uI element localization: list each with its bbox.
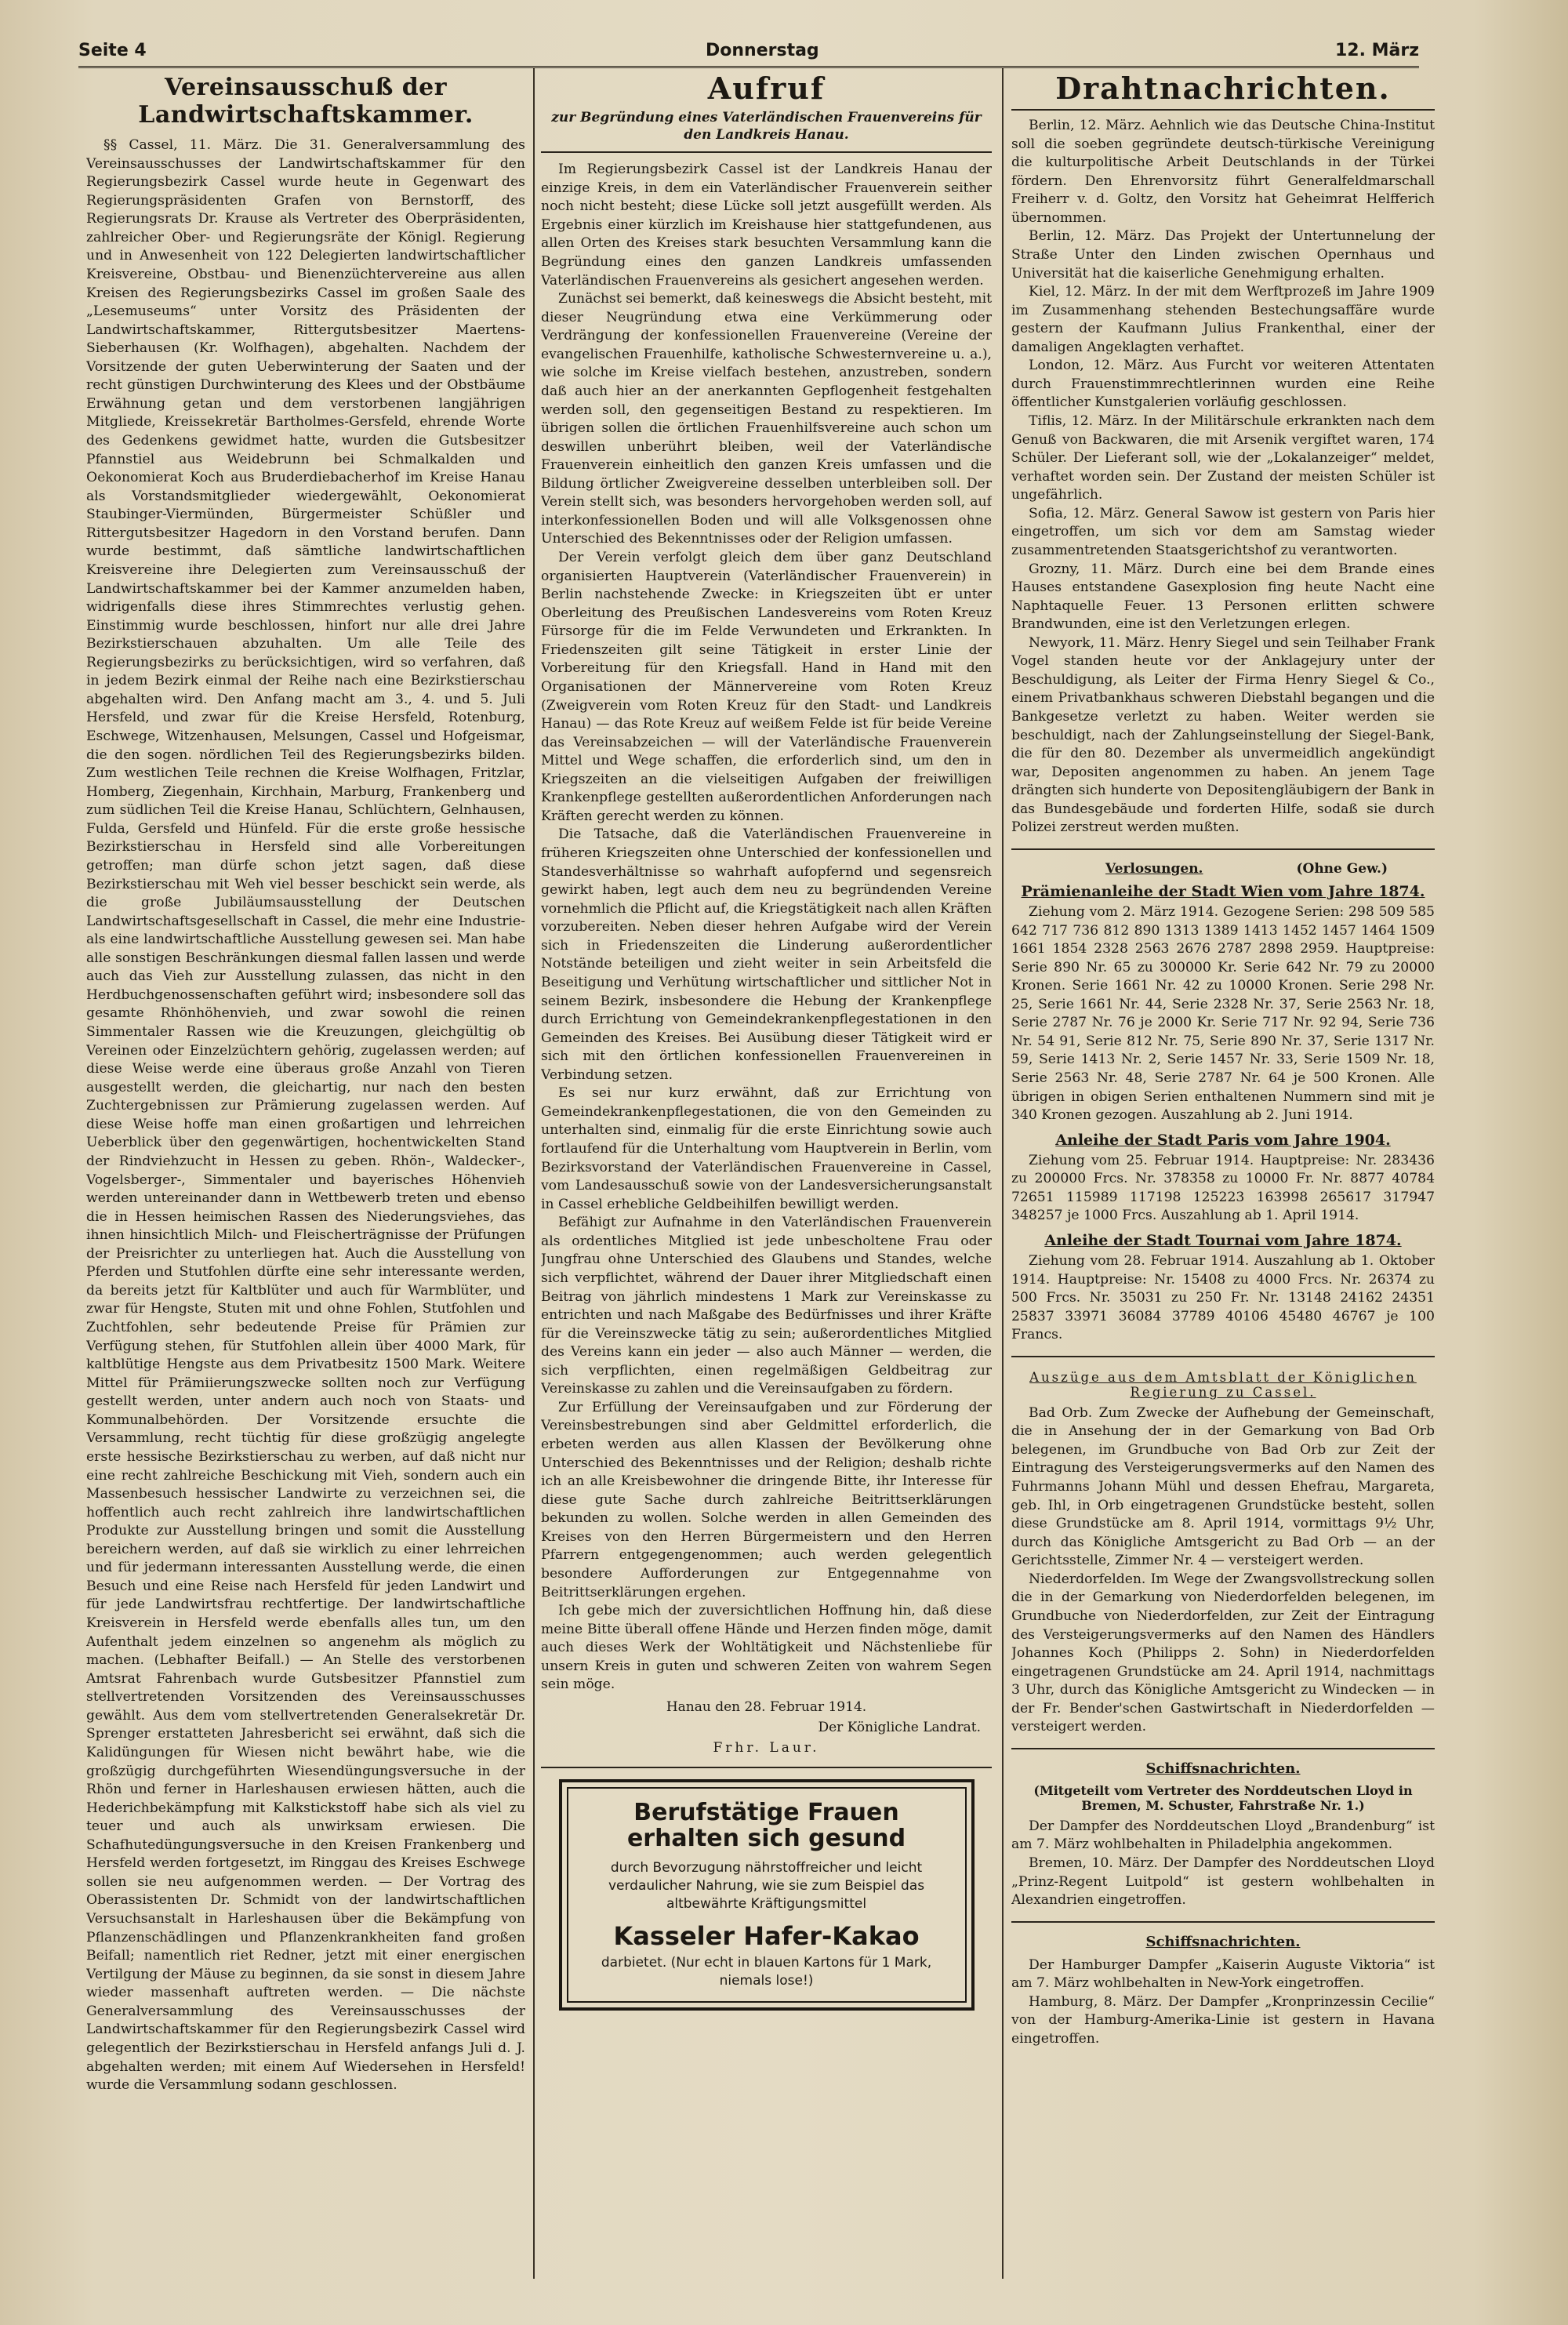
divider	[1011, 848, 1435, 850]
divider	[541, 1767, 992, 1768]
news-item: Berlin, 12. März. Das Projekt der Untertunnelung der Straße Unter den Linden zwischen Opernhaus und Universität hat die kaiserliche Genehmigung erhalten.	[1011, 228, 1435, 282]
shipping-item: Der Dampfer des Norddeutschen Lloyd „Brandenburg“ ist am 7. März wohlbehalten in Philadelphia angekommen.	[1011, 1818, 1435, 1853]
shipping-title: Schiffsnachrichten.	[1145, 1760, 1301, 1777]
lottery-text: Ziehung vom 28. Februar 1914. Auszahlung ab 1. Oktober 1914. Hauptpreise: Nr. 15408 zu 4000 Frcs. Nr. 26374 zu 500 Frcs. Nr. 35031 zu 250 Fr. Nr. 13148 24162 24351 25837 33971 36084 37789 40106 45480 46767 je 100 Francs.	[1011, 1252, 1435, 1343]
page-number: Seite 4	[78, 41, 147, 60]
appeal-paragraph: Ich gebe mich der zuversichtlichen Hoffnung hin, daß diese meine Bitte überall offene Hände und Herzen finden möge, damit auch dieses Werk der Wohltätigkeit und Nächstenliebe für unsern Kreis in guten und schweren Zeiten von wahrem Segen sein möge.	[541, 1603, 992, 1693]
lottery-header	[1105, 861, 1388, 877]
column-appeal	[541, 67, 992, 2302]
lottery-note: (Ohne Gew.)	[1296, 860, 1388, 877]
news-item: Berlin, 12. März. Aehnlich wie das Deutsche China-Institut soll die soeben gegründete deutsch-türkische Vereinigung die kulturpolitische Arbeit Deutschlands in der Türkei fördern. Den Ehrenvorsitz führt Generalfeldmarschall Freiherr v. d. Goltz, den Vorsitz hat Geheimrat Helfferich übernommen.	[1011, 118, 1435, 226]
column-news	[1011, 67, 1435, 2310]
appeal-paragraph: Es sei nur kurz erwähnt, daß zur Errichtung von Gemeindekrankenpflegestationen, die von den Gemeinden zu unterhalten sind, einmalig für die erste Einrichtung sowie auch fortlaufend für die Unterhaltung vom Hauptverein in Berlin, vom Bezirksvorstand der Vaterländischen Frauenvereine in Cassel, vom Landesausschuß sowie von der Landesversicherungsanstalt in Cassel erhebliche Geldbeihilfen bewilligt werden.	[541, 1085, 992, 1212]
ad-frame	[567, 1787, 967, 2003]
lottery-section-title: Verlosungen.	[1105, 860, 1203, 877]
shipping-title: Schiffsnachrichten.	[1145, 1933, 1301, 1950]
news-item: London, 12. März. Aus Furcht vor weiteren Attentaten durch Frauenstimmrechtlerinnen wurden eine Reihe öffentlicher Kunstgalerien vorläufig geschlossen.	[1011, 358, 1435, 411]
appeal-paragraph: Im Regierungsbezirk Cassel ist der Landkreis Hanau der einzige Kreis, in dem ein Vaterländischer Frauenverein seither noch nicht besteht; diese Lücke soll jetzt ausgefüllt werden. Als Ergebnis einer kürzlich im Kreishause hier stattgefundenen, aus allen Orten des Kreises stark besuchten Versammlung kann die Begründung eines den ganzen Landkreis umfassenden Vaterländischen Frauenvereins als gesichert angesehen werden.	[541, 162, 992, 289]
appeal-title: Aufruf	[707, 71, 826, 106]
article-paragraph: §§ Cassel, 11. März. Die 31. Generalversammlung des Vereinsausschusses der Landwirtschaftskammer für den Regierungsbezirk Cassel wurde heute in Gegenwart des Regierungspräsidenten Grafen von Bernstorff, des Regierungsrats Dr. Krause als Vertreter des Oberpräsidenten, zahlreicher Ober- und Regierungsräte der Königl. Regierung und in Anwesenheit von 122 Delegierten landwirtschaftlicher Kreisvereine, Obstbau- und Bienenzüchtervereine aus allen Kreisen des Regierungsbezirks Cassel im großen Saale des „Lesemuseums“ unter Vorsitz des Präsidenten der Landwirtschaftskammer, Rittergutsbesitzer Maertens-Sieberhausen (Kr. Wolfhagen), abgehalten. Nachdem der Vorsitzende der guten Ueberwinterung der Saaten und der recht günstigen Durchwinterung des Klees und der Obstbäume Erwähnung getan und dem verstorbenen langjährigen Mitgliede, Kreissekretär Bartholmes-Gersfeld, ehrende Worte des Gedenkens gewidmet hatte, wurden die Gutsbesitzer Pfannstiel aus Weidebrunn bei Schmalkalden und Oekonomierat Koch aus Bruderdiebacherhof im Kreise Hanau als Vorstandsmitglieder wiedergewählt, Oekonomierat Staubinger-Viermünden, Bürgermeister Schüßler und Rittergutsbesitzer Hagedorn in den Vorstand berufen. Dann wurde bestimmt, daß sämtliche landwirtschaftlichen Kreisvereine ihre Delegierten zum Vereinsausschuß der Landwirtschaftskammer bei der Kammer anzumelden haben, widrigenfalls diese ihres Stimmrechtes verlustig gehen. Einstimmig wurde beschlossen, hinfort nur alle drei Jahre Bezirkstierschauen abzuhalten. Um alle Teile des Regierungsbezirks zu berücksichtigen, wird so verfahren, daß in jedem Bezirk einmal der Reihe nach eine Bezirkstierschau abgehalten wird. Den Anfang macht am 3., 4. und 5. Juli Hersfeld, und zwar für die Kreise Hersfeld, Rotenburg, Eschwege, Witzenhausen, Melsungen, Cassel und Hofgeismar, die den sogen. nördlichen Teil des Regierungsbezirks bilden. Zum westlichen Teile rechnen die Kreise Wolfhagen, Fritzlar, Homberg, Ziegenhain, Kirchhain, Marburg, Frankenberg und zum südlichen Teil die Kreise Hanau, Schlüchtern, Gelnhausen, Fulda, Gersfeld und Hünfeld. Für die erste große hessische Bezirkstierschau in Hersfeld sind alle Vorbereitungen getroffen; man dürfe schon jetzt sagen, daß diese Bezirkstierschau mit Weh viel besser beschickt sein werde, als die große Jubiläumsausstellung der Deutschen Landwirtschaftsgesellschaft in Cassel, die mehr eine Industrie- als eine landwirtschaftliche Ausstellung gewesen sei. Man habe alle sonstigen Beschränkungen diesmal fallen lassen und werde auch das Vieh zur Ausstellung zulassen, das nicht in den Herdbuchgenossenschaften geführt wird; insbesondere soll das gesamte Rhönhöhenvieh, und zwar sowohl die reinen Simmentaler Rassen wie die Kreuzungen, gleichgültig ob Vereinen oder Einzelzüchtern gehörig, zugelassen werden; auf diese Weise werde eine überaus große Anzahl von Tieren ausgestellt werden, die gleichartig, nur nach den besten Zuchtergebnissen zur Prämierung zugelassen werden. Auf diese Weise hoffe man einen großartigen und lehrreichen Ueberblick über den gegenwärtigen, hochentwickelten Stand der Rindviehzucht in Hessen zu geben. Rhön-, Waldecker-, Vogelsberger-, Simmentaler und bayerisches Höhenvieh werden untereinander dann in Wettbewerb treten und ebenso die in Hessen heimischen Rassen des Niederungsviehes, das ihnen hinsichtlich Milch- und Fleischerträgnisse der Prüfungen der Preisrichter zu unterliegen hat. Auch die Ausstellung von Pferden und Stutfohlen dürfte eine sehr interessante werden, da bereits jetzt für Kaltblüter und auch für Warmblüter, und zwar für Hengste, Stuten mit und ohne Fohlen, Stutfohlen und Zuchtfohlen, sehr bedeutende Preise für Prämien zur Verfügung stehen, für Stutfohlen allein über 4000 Mark, für kaltblütige Hengste aus dem Privatbesitz 1500 Mark. Weitere Mittel für Prämiierungszwecke sollten noch zur Verfügung gestellt werden, unter andern auch noch von Staats- und Kommunalbehörden. Der Vorsitzende ersuchte die Versammlung, recht tüchtig für diese großzügig angelegte erste hessische Bezirkstierschau zu werben, auf daß nicht nur eine recht zahlreiche Beschickung mit Vieh, sondern auch ein Massenbesuch hessischer Landwirte zu verzeichnen sei, die hoffentlich auch recht zahlreich ihre landwirtschaftlichen Produkte zur Ausstellung bringen und somit die Ausstellung bereichern werden, auf daß sie wirklich zu einer lehrreichen und für jedermann interessanten Ausstellung werde, die einen Besuch und eine Reise nach Hersfeld für jeden Landwirt und für jede Landwirtsfrau rechtfertige. Der landwirtschaftliche Kreisverein in Hersfeld werde ebenfalls alles tun, um den Aufenthalt jedem einzelnen so angenehm als möglich zu machen. (Lebhafter Beifall.) — An Stelle des verstorbenen Amtsrat Fahrenbach wurde Gutsbesitzer Pfannstiel zum stellvertretenden Vorsitzenden des Vereinsausschusses gewählt. Aus dem vom stellvertretenden Generalsekretär Dr. Sprenger erstatteten Jahresbericht sei erwähnt, daß sich die Kalidüngungen für Wiesen nicht bewährt habe, wie die großzügig durchgeführten Wiesendüngungsversuche in der Rhön und ferner in Harleshausen erwiesen hätten, auch die Hederichbekämpfung mit Kalkstickstoff habe sich als viel zu teuer und auch als unwirksam erwiesen. Die Schafhutedüngungsversuche in den Kreisen Frankenberg und Hersfeld werden fortgesetzt, im Ringgau des Kreises Eschwege sollen sie neu aufgenommen werden. — Der Vortrag des Oberassistenten Dr. Schmidt von der landwirtschaftlichen Versuchsanstalt in Harleshausen über die Bekämpfung von Pflanzenschädlingen und Pflanzenkrankheiten fand großen Beifall; namentlich riet Redner, jetzt mit einer energischen Vertilgung der Mäuse zu beginnen, da sie sonst in diesem Jahre wieder massenhaft auftreten werden. — Die nächste Generalversammlung des Vereinsausschusses der Landwirtschaftskammer für den Regierungsbezirk Cassel wird gelegentlich der Bezirkstierschau in Hersfeld anfangs Juli d. J. abgehalten werden; mit einem Auf Wiedersehen in Hersfeld! wurde die Versammlung sodann geschlossen.	[86, 137, 525, 2094]
column-rule	[1002, 67, 1004, 2279]
appeal-dateline: Hanau den 28. Februar 1914.	[666, 1698, 867, 1715]
news-title: Drahtnachrichten.	[1055, 71, 1391, 106]
ad-headline: Berufstätige Frauen	[633, 1798, 899, 1826]
divider	[1011, 109, 1435, 111]
signature-title: Der Königliche Landrat.	[818, 1719, 981, 1735]
ad-headline: erhalten sich gesund	[626, 1824, 906, 1852]
ad-brand: Kasseler Hafer-Kakao	[613, 1920, 920, 1951]
lottery-title: Prämienanleihe der Stadt Wien vom Jahre 1874.	[1021, 882, 1425, 900]
shipping-item: Hamburg, 8. März. Der Dampfer „Kronprinzessin Cecilie“ von der Hamburg-Amerika-Linie ist gestern in Havana eingetroffen.	[1011, 1993, 1435, 2047]
news-item: Kiel, 12. März. In der mit dem Werftprozeß im Jahre 1909 im Zusammenhang stehenden Bestechungsaffäre wurde gestern der Kaufmann Julius Frankenthal, einer der damaligen Angeklagten verhaftet.	[1011, 284, 1435, 355]
official-notice: Bad Orb. Zum Zwecke der Aufhebung der Gemeinschaft, die in Ansehung der in der Gemarkung von Bad Orb belegenen, im Grundbuche von Bad Orb zur Zeit der Eintragung des Versteigerungsvermerks auf den Namen des Fuhrmanns Johann Mühl und dessen Ehefrau, Margareta, geb. Ihl, in Orb eingetragenen Grundstücke besteht, sollen diese Grundstücke am 8. April 1914, vormittags 9½ Uhr, durch das Königliche Amtsgericht zu Bad Orb — an der Gerichtsstelle, Zimmer Nr. 4 — versteigert werden.	[1011, 1404, 1435, 1569]
news-item: Tiflis, 12. März. In der Militärschule erkrankten nach dem Genuß von Backwaren, die mit Arsenik vergiftet waren, 174 Schüler. Der Lieferant soll, wie der „Lokalanzeiger“ meldet, verhaftet worden sein. Der Zustand der meisten Schüler ist ungefährlich.	[1011, 413, 1435, 503]
lottery-text: Ziehung vom 2. März 1914. Gezogene Serien: 298 509 585 642 717 736 812 890 1313 1389 1413 1452 1457 1464 1509 1661 1854 2328 2563 2676 2787 2898 2959. Hauptpreise: Serie 890 Nr. 65 zu 300000 Kr. Serie 642 Nr. 79 zu 20000 Kronen. Serie 1661 Nr. 42 zu 10000 Kronen. Serie 298 Nr. 25, Serie 1661 Nr. 44, Serie 2328 Nr. 37, Serie 2563 Nr. 18, Serie 2787 Nr. 76 je 2000 Kr. Serie 717 Nr. 92 94, Serie 736 Nr. 54 91, Serie 812 Nr. 75, Serie 890 Nr. 37, Serie 1317 Nr. 59, Serie 1413 Nr. 2, Serie 1457 Nr. 33, Serie 1509 Nr. 18, Serie 2563 Nr. 48, Serie 2787 Nr. 64 je 500 Kronen. Alle übrigen in obigen Serien enthaltenen Nummern sind mit je 340 Kronen gezogen. Auszahlung ab 2. Juni 1914.	[1011, 903, 1435, 1124]
divider	[1011, 1356, 1435, 1357]
lottery-title: Anleihe der Stadt Tournai vom Jahre 1874.	[1044, 1231, 1402, 1249]
shipping-source: (Mitgeteilt vom Vertreter des Norddeutschen Lloyd in Bremen, M. Schuster, Fahrstraße Nr. 1.)	[1033, 1782, 1413, 1813]
ad-subtext: darbietet. (Nur echt in blauen Kartons für 1 Mark, niemals lose!)	[601, 1954, 932, 1989]
official-gazette-title: Auszüge aus dem Amtsblatt der Königlichen Regierung zu Cassel.	[1029, 1369, 1417, 1400]
appeal-paragraph: Der Verein verfolgt gleich dem über ganz Deutschland organisierten Hauptverein (Vaterländischer Frauenverein) in Berlin nachstehende Zwecke: in Kriegszeiten übt er unter Oberleitung des Preußischen Landesvereins vom Roten Kreuz Fürsorge für die im Felde Verwundeten und Erkrankten. In Friedenszeiten gilt seine Tätigkeit in erster Linie der Vorbereitung für den Kriegsfall. Hand in Hand mit den Organisationen der Männervereine vom Roten Kreuz (Zweigverein vom Roten Kreuz für den Stadt- und Landkreis Hanau) — das Rote Kreuz auf weißem Felde ist für beide Vereine das Vereinsabzeichen — will der Vaterländische Frauenverein Mittel und Wege schaffen, die erforderlich sind, um den in Kriegszeiten an die vielseitigen Aufgaben der freiwilligen Krankenpflege gestellten außerordentlichen Anforderungen nach Kräften gerecht werden zu können.	[541, 550, 992, 824]
divider	[541, 151, 992, 153]
appeal-subtitle: zur Begründung eines Vaterländischen Frauenvereins für den Landkreis Hanau.	[551, 110, 982, 143]
weekday: Donnerstag	[706, 41, 819, 60]
news-item: Newyork, 11. März. Henry Siegel und sein Teilhaber Frank Vogel standen heute vor der Anklagejury unter der Beschuldigung, als Leiter der Firma Henry Siegel & Co., einem Privatbankhaus schweren Diebstahl begangen und die Bankgesetze verletzt zu haben. Weiter werden sie beschuldigt, nach der Zahlungseinstellung der Siegel-Bank, die für den 80. Dezember als unvermeidlich angekündigt war, Depositen angenommen zu haben. An jenem Tage drängten sich hunderte von Depositengläubigern der Bank in das Bundesgebäude und forderten Hilfe, sodaß sie durch Polizei zerstreut werden mußten.	[1011, 634, 1435, 836]
column-agriculture	[86, 67, 525, 2302]
lottery-text: Ziehung vom 25. Februar 1914. Hauptpreise: Nr. 283436 zu 200000 Frcs. Nr. 378358 zu 10000 Fr. Nr. 8877 40784 72651 115989 117198 125223 163998 265617 317947 348257 je 1000 Frcs. Auszahlung ab 1. April 1914.	[1011, 1152, 1435, 1224]
column-rule	[533, 67, 535, 2279]
appeal-paragraph: Zur Erfüllung der Vereinsaufgaben und zur Förderung der Vereinsbestrebungen sind aber Geldmittel erforderlich, die erbeten werden aus allen Klassen der Bevölkerung ohne Unterschied des Bekenntnisses und der Religion; deshalb richte ich an alle Kreisbewohner die dringende Bitte, ihr Interesse für diese gute Sache durch zahlreiche Beitrittserklärungen bekunden zu wollen. Solche werden in allen Gemeinden des Kreises von den Herren Bürgermeistern und den Herren Pfarrern entgegengenommen; auch werden gelegentlich besondere Aufforderungen zur Entgegennahme von Beitrittserklärungen ergehen.	[541, 1399, 992, 1600]
advertisement	[559, 1779, 975, 2011]
divider	[1011, 1921, 1435, 1923]
signature-name: Frhr. Laur.	[713, 1739, 820, 1756]
appeal-paragraph: Befähigt zur Aufnahme in den Vaterländischen Frauenverein als ordentliches Mitglied ist jede unbescholtene Frau oder Jungfrau ohne Unterschied des Glaubens und Standes, welche sich verpflichtet, während der Dauer ihrer Mitgliedschaft einen Beitrag von jährlich mindestens 1 Mark zur Vereinskasse zu entrichten und nach Maßgabe des Bedürfnisses und ihrer Kräfte für die Vereinszwecke tätig zu sein; außerordentliches Mitglied des Vereins kann ein jeder — also auch Männer — werden, die sich verpflichten, einen regelmäßigen Geldbeitrag zur Vereinskasse zu zahlen und die Vereinsaufgaben zu fördern.	[541, 1215, 992, 1397]
shipping-item: Der Hamburger Dampfer „Kaiserin Auguste Viktoria“ ist am 7. März wohlbehalten in New-York eingetroffen.	[1011, 1956, 1435, 1992]
appeal-paragraph: Die Tatsache, daß die Vaterländischen Frauenvereine in früheren Kriegszeiten ohne Unterschied der konfessionellen und Standesverhältnisse so wahrhaft aufopfernd und segensreich gewirkt haben, legt auch dem neu zu begründenden Vereine vornehmlich die Pflicht auf, die Kriegstätigkeit nach allen Kräften vorzubereiten. Neben dieser hehren Aufgabe wird der Verein sich in Friedenszeiten die Linderung außerordentlicher Notstände beteiligen und zieht weiter in sein Arbeitsfeld die Beseitigung und Verhütung wirtschaftlicher und sittlicher Not in seinem Bezirk, insbesondere die Hebung der Krankenpflege durch Errichtung von Gemeindekrankenpflegestationen in den Gemeinden des Kreises. Bei Ausübung dieser Tätigkeit wird er sich mit den örtlichen konfessionellen Frauenvereinen in Verbindung setzen.	[541, 826, 992, 1083]
article-title: Vereinsausschuß der Landwirtschaftskammer.	[138, 74, 474, 129]
divider	[1011, 1748, 1435, 1749]
shipping-item: Bremen, 10. März. Der Dampfer des Norddeutschen Lloyd „Prinz-Regent Luitpold“ ist gestern wohlbehalten in Alexandrien eingetroffen.	[1011, 1855, 1435, 1909]
lottery-title: Anleihe der Stadt Paris vom Jahre 1904.	[1055, 1131, 1391, 1149]
ad-text: durch Bevorzugung nährstoffreicher und leicht verdaulicher Nahrung, wie sie zum Beispiel das altbewährte Kräftigungsmittel	[608, 1859, 925, 1912]
date: 12. März	[1334, 41, 1419, 60]
official-notice: Niederdorfelden. Im Wege der Zwangsvollstreckung sollen die in der Gemarkung von Niederdorfelden belegenen, im Grundbuche von Niederdorfelden, zur Zeit der Eintragung des Versteigerungsvermerks auf den Namen des Händlers Johannes Koch (Philipps 2. Sohn) in Niederdorfelden eingetragenen Grundstücke am 24. April 1914, nachmittags 3 Uhr, durch das Königliche Amtsgericht zu Windecken — in der Fr. Bender'schen Gastwirtschaft in Niederdorfelden — versteigert werden.	[1011, 1571, 1435, 1735]
page-header	[78, 41, 1419, 68]
appeal-paragraph: Zunächst sei bemerkt, daß keineswegs die Absicht besteht, mit dieser Neugründung etwa eine Verkümmerung oder Verdrängung der konfessionellen Frauenvereine (Vereine der evangelischen Frauenhilfe, katholische Schwesternvereine u. a.), wie solche im Kreise vielfach bestehen, anzustreben, sondern daß auch hier an der anerkannten Gepflogenheit festgehalten werden soll, den gegenseitigen Bestand zu respektieren. Im übrigen sollen die örtlichen Frauenhilfsvereine auch schon um deswillen unberührt bleiben, weil der Vaterländische Frauenverein einheitlich den ganzen Kreis umfassen und die Bildung örtlicher Zweigvereine desselben unterbleiben soll. Der Verein stellt sich, was besonders hervorgehoben werden soll, auf interkonfessionellen Boden und will alle Volksgenossen ohne Unterschied des Bekenntnisses oder der Religion umfassen.	[541, 291, 992, 547]
news-item: Sofia, 12. März. General Sawow ist gestern von Paris hier eingetroffen, um sich vor dem am Samstag wieder zusammentretenden Staatsgerichtshof zu verantworten.	[1011, 505, 1435, 558]
news-item: Grozny, 11. März. Durch eine bei dem Brande eines Hauses entstandene Gasexplosion fing heute Nacht eine Naphtaquelle Feuer. 13 Personen erlitten schwere Brandwunden, eine ist den Verletzungen erlegen.	[1011, 561, 1435, 633]
